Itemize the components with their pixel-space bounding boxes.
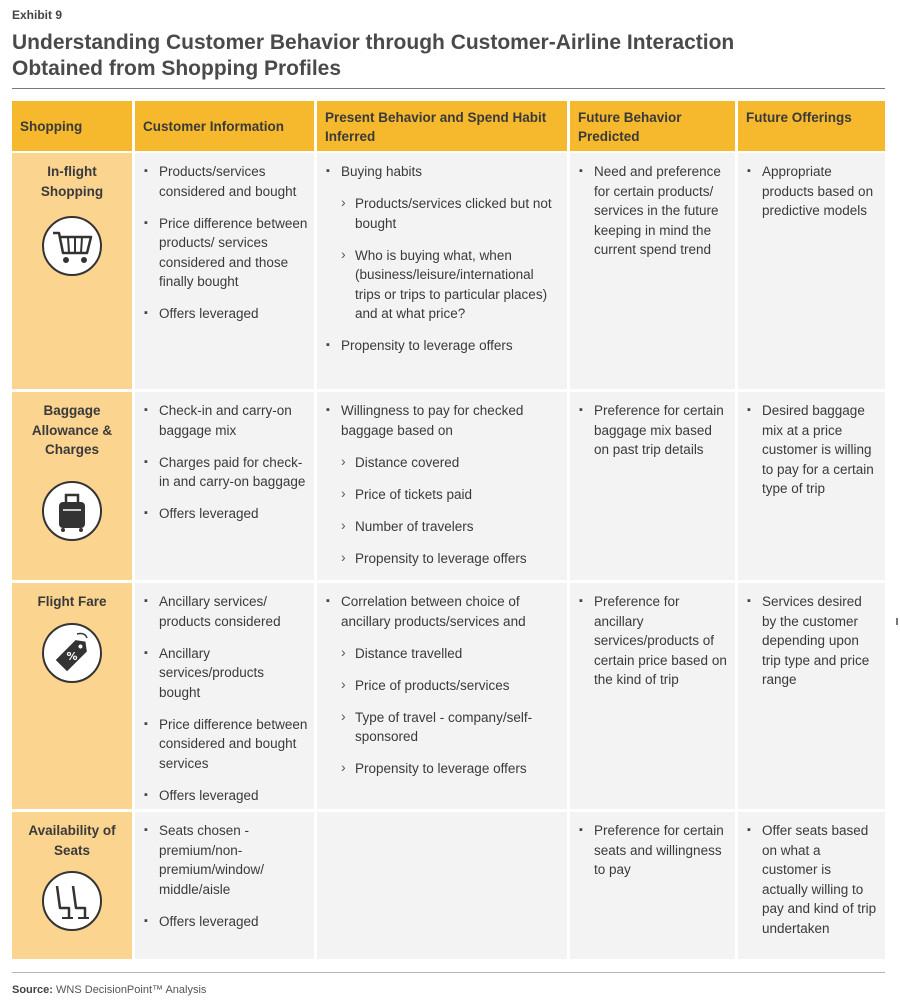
page-title — [12, 30, 872, 82]
list-item: ▪ Preference for ancillary services/products of certain price based on the kind of trip — [570, 592, 735, 690]
list-item: ▪ Offers leveraged — [135, 912, 314, 932]
list-item: ▪ Preference for certain baggage mix based on past trip details — [570, 401, 735, 460]
list-item: ▪ Need and preference for certain products/ services in the future keeping in mind the current spend trend — [570, 162, 735, 260]
cell-fare-future — [570, 583, 735, 809]
title-line-1: Understanding Customer Behavior through Customer-Airline Interaction — [12, 31, 735, 54]
sub-list-item: › Distance travelled — [317, 644, 561, 664]
sub-list-item: › Who is buying what, when (business/leisure/international trips or trips to particular places) and at what price? — [317, 246, 561, 324]
sub-list-item: › Type of travel - company/self-sponsored — [317, 708, 561, 747]
cell-fare-info — [135, 583, 314, 809]
header-present-behavior: Present Behavior and Spend Habit Inferred — [317, 101, 567, 151]
cell-baggage-info — [135, 392, 314, 580]
sub-list-item: › Propensity to leverage offers — [317, 549, 561, 569]
list-item: ▪ Appropriate products based on predictive models — [738, 162, 885, 221]
list-item: ▪ Seats chosen - premium/non-premium/window/ middle/aisle — [135, 821, 314, 899]
list-item: ▪ Products/services considered and bought — [135, 162, 314, 201]
list-item: ▪ Check-in and carry-on baggage mix — [135, 401, 314, 440]
cell-seats-present-empty — [317, 812, 567, 959]
list-item: ▪ Services desired by the customer depending upon trip type and price range — [738, 592, 885, 690]
shopping-cart-icon — [41, 215, 103, 277]
cell-inflight-info — [135, 153, 314, 389]
price-tag-icon — [41, 622, 103, 684]
footer-divider — [12, 972, 885, 973]
source-text: WNS DecisionPoint™ Analysis — [56, 984, 207, 996]
luggage-icon — [41, 480, 103, 542]
list-item: ▪ Price difference between products/ services considered and those finally bought — [135, 214, 314, 292]
row-label-text: Availability of Seats — [28, 823, 116, 858]
cell-seats-future — [570, 812, 735, 959]
cell-inflight-offerings — [738, 153, 885, 389]
row-label-inflight — [12, 153, 132, 389]
list-item: ▪ Ancillary services/products bought — [135, 644, 314, 703]
svg-text:%: % — [66, 649, 78, 663]
row-label-seats — [12, 812, 132, 959]
sub-list-item: › Distance covered — [317, 453, 561, 473]
cell-seats-info — [135, 812, 314, 959]
list-item: ▪ Offers leveraged — [135, 786, 314, 806]
header-shopping: Shopping — [12, 101, 132, 151]
seats-icon — [41, 870, 103, 932]
edge-mark — [896, 618, 898, 625]
source-note — [12, 984, 206, 996]
sub-list-item: › Price of products/services — [317, 676, 561, 696]
sub-list-item: › Price of tickets paid — [317, 485, 561, 505]
title-divider — [12, 88, 885, 89]
header-customer-information: Customer Information — [135, 101, 314, 151]
list-item-text: Buying habits — [341, 164, 423, 179]
list-item-text: Willingness to pay for checked baggage based on — [341, 403, 524, 438]
cell-baggage-offerings — [738, 392, 885, 580]
row-label-text: Baggage Allowance & Charges — [31, 403, 113, 457]
cell-inflight-future — [570, 153, 735, 389]
cell-baggage-future — [570, 392, 735, 580]
list-item: ▪ Propensity to leverage offers — [317, 336, 567, 356]
title-line-2: Obtained from Shopping Profiles — [12, 57, 342, 80]
list-item — [317, 162, 567, 324]
list-item — [317, 592, 567, 779]
cell-fare-present — [317, 583, 567, 809]
row-label-text: In-flight Shopping — [40, 164, 104, 199]
cell-seats-offerings — [738, 812, 885, 959]
sub-list-item: › Number of travelers — [317, 517, 561, 537]
list-item: ▪ Ancillary services/ products considered — [135, 592, 314, 631]
list-item: ▪ Desired baggage mix at a price customer is willing to pay for a certain type of trip — [738, 401, 885, 499]
list-item: ▪ Offers leveraged — [135, 504, 314, 524]
cell-baggage-present — [317, 392, 567, 580]
cell-inflight-present — [317, 153, 567, 389]
source-label: Source: — [12, 984, 53, 996]
list-item: ▪ Preference for certain seats and willingness to pay — [570, 821, 735, 880]
list-item-text: Correlation between choice of ancillary products/services and — [341, 594, 526, 629]
cell-fare-offerings — [738, 583, 885, 809]
list-item: ▪ Price difference between considered and bought services — [135, 715, 314, 774]
row-label-text: Flight Fare — [37, 594, 107, 609]
sub-list-item: › Propensity to leverage offers — [317, 759, 561, 779]
row-label-fare — [12, 583, 132, 809]
list-item: ▪ Offer seats based on what a customer is actually willing to pay and kind of trip undertaken — [738, 821, 885, 938]
row-label-baggage — [12, 392, 132, 580]
sub-list-item: › Products/services clicked but not bought — [317, 194, 561, 233]
exhibit-label: Exhibit 9 — [12, 8, 63, 22]
header-future-behavior: Future Behavior Predicted — [570, 101, 735, 151]
header-future-offerings: Future Offerings — [738, 101, 885, 151]
list-item — [317, 401, 567, 568]
list-item: ▪ Charges paid for check-in and carry-on baggage — [135, 453, 314, 492]
list-item: ▪ Offers leveraged — [135, 304, 314, 324]
